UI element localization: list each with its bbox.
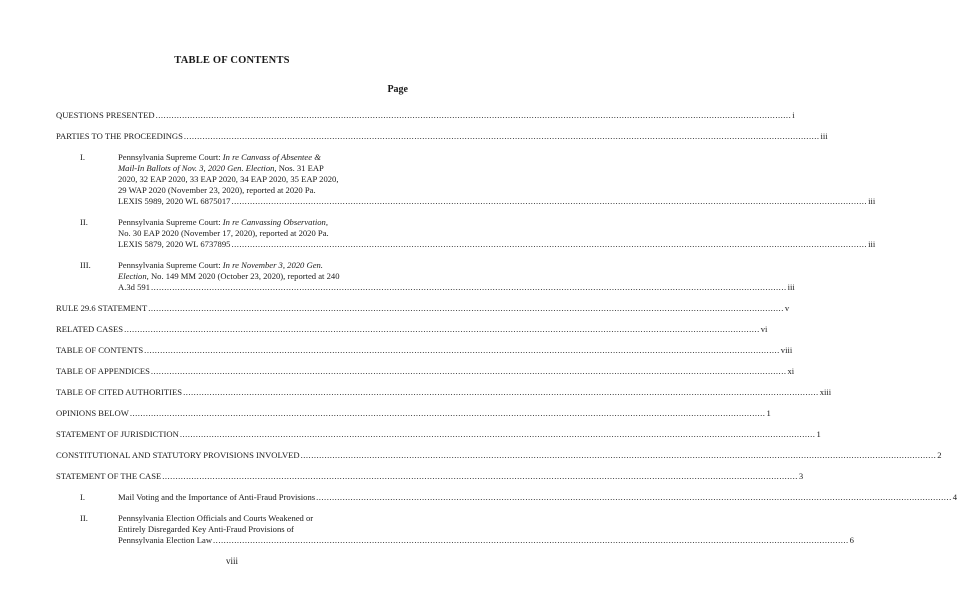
subentry-line: Entirely Disregarded Key Anti-Fraud Provisions of: [118, 524, 294, 534]
case-name: In re Canvass of Absentee &: [222, 152, 321, 162]
toc-entry[interactable]: [56, 131, 828, 142]
dot-leader: [316, 492, 952, 503]
toc-entry-page: i: [792, 110, 795, 120]
case-name: Mail-In Ballots of Nov. 3, 2020 Gen. Election: [118, 163, 275, 173]
toc-entry-title: TABLE OF APPENDICES: [56, 366, 150, 376]
toc-entry-page: iii: [787, 282, 795, 292]
subentry-numeral: III.: [80, 260, 91, 270]
toc-entry-title: QUESTIONS PRESENTED: [56, 110, 155, 120]
toc-entry[interactable]: [56, 429, 821, 440]
dot-leader: [231, 239, 867, 250]
subentry-line: [118, 152, 875, 163]
subentry-line: [118, 271, 795, 282]
table-of-contents: [56, 110, 957, 556]
subentry-text: Pennsylvania Election Law: [118, 535, 213, 545]
toc-entry-page: xiii: [819, 387, 832, 397]
dot-leader: [148, 303, 784, 314]
subentry-numeral: I.: [80, 492, 86, 502]
dot-leader: [184, 131, 820, 142]
page-title: TABLE OF CONTENTS: [174, 55, 290, 66]
toc-entry[interactable]: [56, 324, 768, 335]
toc-entry-title: STATEMENT OF JURISDICTION: [56, 429, 179, 439]
subentry-line: [118, 196, 875, 207]
subentry-line: [118, 535, 854, 546]
subentry-line: 29 WAP 2020 (November 23, 2020), reported at 2020 Pa.: [118, 185, 316, 195]
toc-entry-page: vi: [760, 324, 768, 334]
subentry-line: No. 30 EAP 2020 (November 17, 2020), reported at 2020 Pa.: [118, 228, 329, 238]
toc-entry-page: 6: [849, 535, 854, 545]
toc-entry-title: OPINIONS BELOW: [56, 408, 129, 418]
subentry-line: 2020, 32 EAP 2020, 33 EAP 2020, 34 EAP 2020, 35 EAP 2020,: [118, 174, 339, 184]
subentry-text: Mail Voting and the Importance of Anti-Fraud Provisions: [118, 492, 316, 502]
toc-entry-title: TABLE OF CITED AUTHORITIES: [56, 387, 183, 397]
toc-entry[interactable]: [56, 450, 942, 461]
page-column-header: Page: [387, 84, 408, 95]
toc-entry[interactable]: [56, 110, 795, 121]
subentry-text: ,: [325, 217, 328, 227]
dot-leader: [180, 429, 816, 440]
case-name: In re Canvassing Observation: [222, 217, 326, 227]
toc-entry-page: iii: [868, 196, 876, 206]
subentry-line: [118, 260, 795, 271]
subentry-line: Pennsylvania Election Officials and Courts Weakened or: [118, 513, 314, 523]
toc-entry-title: TABLE OF CONTENTS: [56, 345, 144, 355]
toc-entry[interactable]: [56, 345, 793, 356]
case-name: In re November 3, 2020 Gen.: [222, 260, 323, 270]
toc-entry-title: PARTIES TO THE PROCEEDINGS: [56, 131, 183, 141]
toc-entry[interactable]: [56, 303, 790, 314]
toc-entry-page: xi: [787, 366, 795, 376]
subentry-text: , No. 149 MM 2020 (October 23, 2020), reported at 240: [146, 271, 340, 281]
toc-entry-title: RELATED CASES: [56, 324, 124, 334]
subentry-text: Pennsylvania Supreme Court:: [118, 217, 223, 227]
toc-entry-page: 2: [937, 450, 942, 460]
toc-entry[interactable]: [56, 408, 771, 419]
subentry-line: [118, 217, 875, 228]
toc-entry-page: iii: [820, 131, 828, 141]
subentry-text: Pennsylvania Supreme Court:: [118, 260, 223, 270]
toc-entry-page: 1: [816, 429, 821, 439]
toc-entry-page: viii: [780, 345, 793, 355]
toc-subentry[interactable]: [56, 217, 876, 250]
toc-entry-title: STATEMENT OF THE CASE: [56, 471, 162, 481]
toc-entry-page: 4: [952, 492, 957, 502]
subentry-text: A.3d 591: [118, 282, 150, 292]
dot-leader: [301, 450, 937, 461]
dot-leader: [124, 324, 760, 335]
subentry-line: [118, 282, 795, 293]
toc-entry-page: v: [784, 303, 790, 313]
subentry-line: [118, 239, 875, 250]
dot-leader: [213, 535, 849, 546]
dot-leader: [151, 366, 787, 377]
page-number: viii: [225, 556, 238, 566]
dot-leader: [144, 345, 780, 356]
subentry-numeral: I.: [80, 152, 86, 162]
toc-entry-title: CONSTITUTIONAL AND STATUTORY PROVISIONS INVOLVED: [56, 450, 300, 460]
dot-leader: [130, 408, 766, 419]
toc-entry[interactable]: [56, 387, 832, 398]
toc-subentry[interactable]: [56, 152, 876, 207]
toc-entry-page: 3: [798, 471, 804, 481]
toc-entry-title: RULE 29.6 STATEMENT: [56, 303, 148, 313]
subentry-numeral: II.: [80, 513, 88, 523]
dot-leader: [156, 110, 795, 121]
subentry-text: Pennsylvania Supreme Court:: [118, 152, 223, 162]
toc-entry-page: 1: [766, 408, 771, 418]
dot-leader: [151, 282, 787, 293]
dot-leader: [162, 471, 798, 482]
subentry-line: [118, 163, 875, 174]
subentry-text: LEXIS 5879, 2020 WL 6737895: [118, 239, 231, 249]
dot-leader: [231, 196, 867, 207]
subentry-text: LEXIS 5989, 2020 WL 6875017: [118, 196, 231, 206]
subentry-line: [118, 492, 957, 503]
toc-entry-page: iii: [868, 239, 876, 249]
case-name: Election: [118, 271, 147, 281]
toc-subentry[interactable]: [56, 492, 957, 503]
dot-leader: [183, 387, 819, 398]
subentry-text: , Nos. 31 EAP: [274, 163, 324, 173]
subentry-numeral: II.: [80, 217, 88, 227]
toc-subentry[interactable]: [56, 513, 854, 546]
toc-subentry[interactable]: [56, 260, 795, 293]
toc-entry[interactable]: [56, 471, 804, 482]
toc-entry[interactable]: [56, 366, 795, 377]
